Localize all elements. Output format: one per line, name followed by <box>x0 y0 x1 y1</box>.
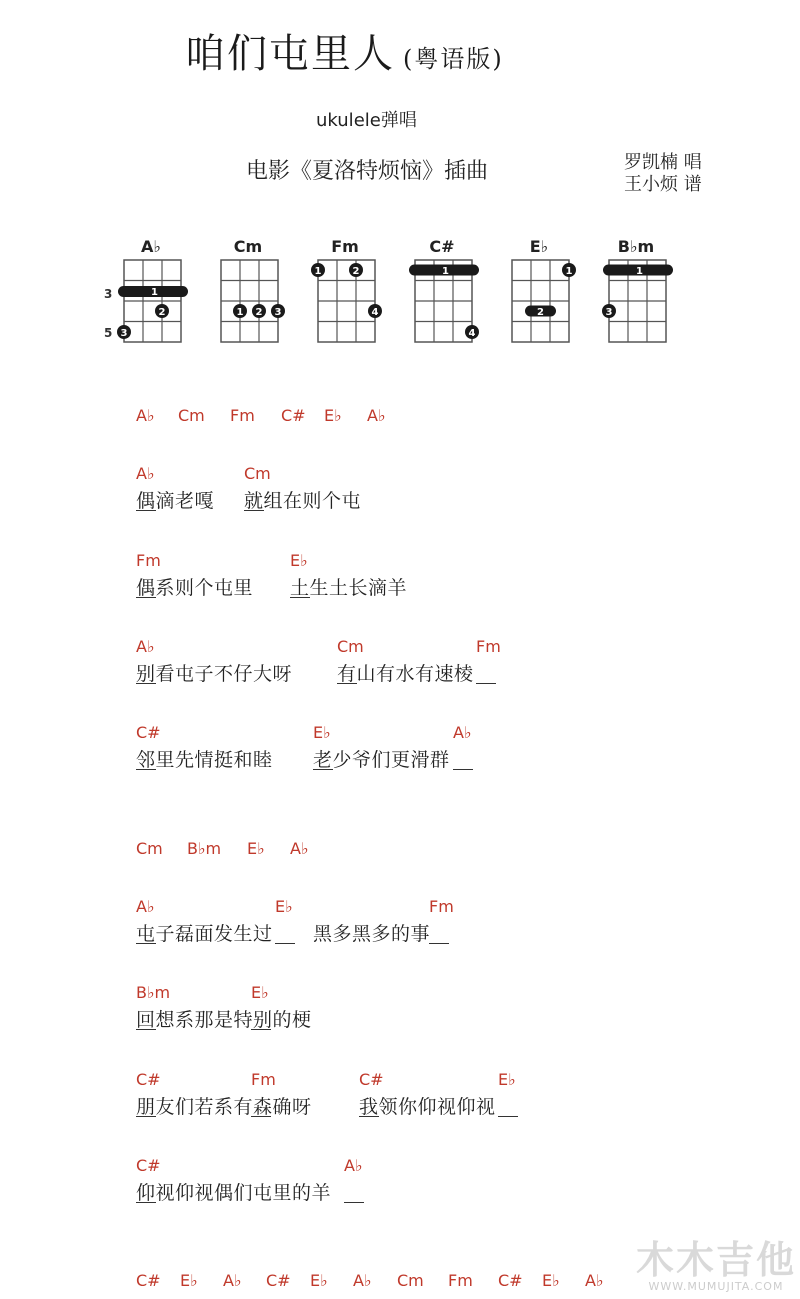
chorus-4-chord: A♭ <box>344 1156 363 1175</box>
finger-label: 1 <box>151 287 158 298</box>
verse-1-chord: A♭ <box>136 464 155 483</box>
chord-chart-ab <box>117 260 188 342</box>
chorus-1-chord: Fm <box>429 897 454 916</box>
chorus-3-chord: Fm <box>251 1070 276 1089</box>
underline <box>290 597 310 598</box>
chord-name-fm: Fm <box>331 237 359 256</box>
finger-label: 1 <box>314 266 322 277</box>
chord-chart-csharp <box>409 260 479 342</box>
credit-tab: 王小烦 谱 <box>624 174 702 195</box>
interlude-chord: E♭ <box>247 839 265 858</box>
verse-3-chord: Fm <box>476 637 501 656</box>
chorus-1-lyric-b: 黑多黑多的事 <box>313 923 431 945</box>
underline <box>359 1116 379 1117</box>
underline <box>453 769 473 770</box>
finger-label: 1 <box>565 266 573 277</box>
site-logo <box>636 1240 796 1293</box>
verse-1-chord: Cm <box>244 464 271 483</box>
outro-chord: A♭ <box>353 1271 372 1290</box>
chord-diagrams <box>104 232 688 352</box>
outro-chord: E♭ <box>310 1271 328 1290</box>
verse-3-chord: A♭ <box>136 637 155 656</box>
verse-4-chord: C# <box>136 723 161 742</box>
verse-2-lyric-a: 偶系则个屯里 <box>136 577 254 599</box>
subtitle: ukulele弹唱 <box>316 110 417 131</box>
chorus-2-chord: E♭ <box>251 983 269 1002</box>
chord-name-ab: A♭ <box>141 237 161 256</box>
chorus-2-chord: B♭m <box>136 983 171 1002</box>
outro-chord: E♭ <box>180 1271 198 1290</box>
underline <box>344 1202 364 1203</box>
chord-name-bbm: B♭m <box>617 237 655 256</box>
outro-chord: C# <box>266 1271 291 1290</box>
song-title <box>185 22 504 79</box>
title-text: 咱们屯里人 <box>185 31 395 77</box>
finger-label: 1 <box>236 307 244 318</box>
finger-label: 3 <box>274 307 282 318</box>
outro-chord: C# <box>498 1271 523 1290</box>
chord-chart-bbm <box>602 260 673 342</box>
chorus-3-lyric-a: 朋友们若系有森确呀 <box>136 1096 312 1118</box>
logo-text: 木木吉他 <box>635 1238 796 1282</box>
underline <box>136 597 156 598</box>
verse-3-lyric-a: 别看屯子不仔大呀 <box>136 663 293 685</box>
intro-chord: C# <box>281 406 306 425</box>
chorus-2-lyric: 回想系那是特别的梗 <box>136 1009 312 1031</box>
intro-chord: Fm <box>230 406 255 425</box>
intro-chord: A♭ <box>367 406 386 425</box>
chorus-3-chord: C# <box>359 1070 384 1089</box>
verse-2-lyric-b: 土生土长滴羊 <box>290 577 408 599</box>
finger-label: 4 <box>371 307 379 318</box>
interlude-chord: A♭ <box>290 839 309 858</box>
underline <box>429 943 449 944</box>
underline <box>251 1116 271 1117</box>
interlude-chord: B♭m <box>187 839 222 858</box>
verse-4-chord: A♭ <box>453 723 472 742</box>
title-version: (粤语版) <box>403 45 504 73</box>
verse-2-chord: Fm <box>136 551 161 570</box>
chorus-3-lyric-b: 我领你仰视仰视 <box>359 1096 496 1118</box>
underline <box>244 510 264 511</box>
chord-diagram-svg <box>104 232 688 352</box>
verse-1-lyric-a: 偶滴老嘎 <box>136 490 215 512</box>
finger-label: 3 <box>120 328 128 339</box>
outro-chord: C# <box>136 1271 161 1290</box>
outro-chord: E♭ <box>542 1271 560 1290</box>
finger-label: 2 <box>158 307 166 318</box>
chorus-1-chord: E♭ <box>275 897 293 916</box>
underline <box>136 1202 156 1203</box>
chorus-4-lyric: 仰视仰视偶们屯里的羊 <box>136 1182 332 1204</box>
verse-4-chord: E♭ <box>313 723 331 742</box>
fret-label-5: 5 <box>104 326 113 340</box>
underline <box>136 510 156 511</box>
underline <box>337 683 357 684</box>
outro-chord: A♭ <box>585 1271 604 1290</box>
outro-chord: Cm <box>397 1271 424 1290</box>
underline <box>275 943 295 944</box>
finger-label: 2 <box>352 266 360 277</box>
underline <box>136 1029 156 1030</box>
chord-chart-fm <box>311 260 382 342</box>
interlude-chord: Cm <box>136 839 163 858</box>
intro-chord: E♭ <box>324 406 342 425</box>
verse-3-chord: Cm <box>337 637 364 656</box>
movie-line: 电影《夏洛特烦恼》插曲 <box>246 159 489 184</box>
finger-label: 2 <box>255 307 263 318</box>
underline <box>136 769 156 770</box>
finger-label: 1 <box>636 266 643 277</box>
verse-4-lyric-a: 邻里先情挺和睦 <box>136 749 273 771</box>
underline <box>136 943 156 944</box>
intro-chord: A♭ <box>136 406 155 425</box>
logo-url: WWW.MUMUJITA.COM <box>648 1280 784 1293</box>
verse-4-lyric-b: 老少爷们更滑群 <box>313 749 450 771</box>
underline <box>313 769 333 770</box>
chord-name-csharp: C# <box>429 237 455 256</box>
outro-chord: Fm <box>448 1271 473 1290</box>
underline <box>136 1116 156 1117</box>
verse-1-lyric-b: 就组在则个屯 <box>244 490 362 512</box>
underline <box>476 683 496 684</box>
underline <box>498 1116 518 1117</box>
chord-name-cm: Cm <box>233 237 263 256</box>
credit-singer: 罗凯楠 唱 <box>624 152 702 173</box>
chorus-3-chord: E♭ <box>498 1070 516 1089</box>
chord-name-eb: E♭ <box>529 237 549 256</box>
chord-chart-cm <box>221 260 285 342</box>
finger-label: 2 <box>537 307 544 318</box>
fret-label-3: 3 <box>104 287 113 301</box>
finger-label: 4 <box>468 328 476 339</box>
chord-chart-eb <box>512 260 576 342</box>
verse-3-lyric-b: 有山有水有速棱 <box>337 663 474 685</box>
chorus-4-chord: C# <box>136 1156 161 1175</box>
chorus-1-chord: A♭ <box>136 897 155 916</box>
intro-chord: Cm <box>178 406 205 425</box>
underline <box>251 1029 271 1030</box>
outro-chord: A♭ <box>223 1271 242 1290</box>
finger-label: 1 <box>442 266 449 277</box>
chorus-3-chord: C# <box>136 1070 161 1089</box>
verse-2-chord: E♭ <box>290 551 308 570</box>
finger-label: 3 <box>605 307 613 318</box>
chorus-1-lyric-a: 屯子磊面发生过 <box>136 923 273 945</box>
underline <box>136 683 156 684</box>
